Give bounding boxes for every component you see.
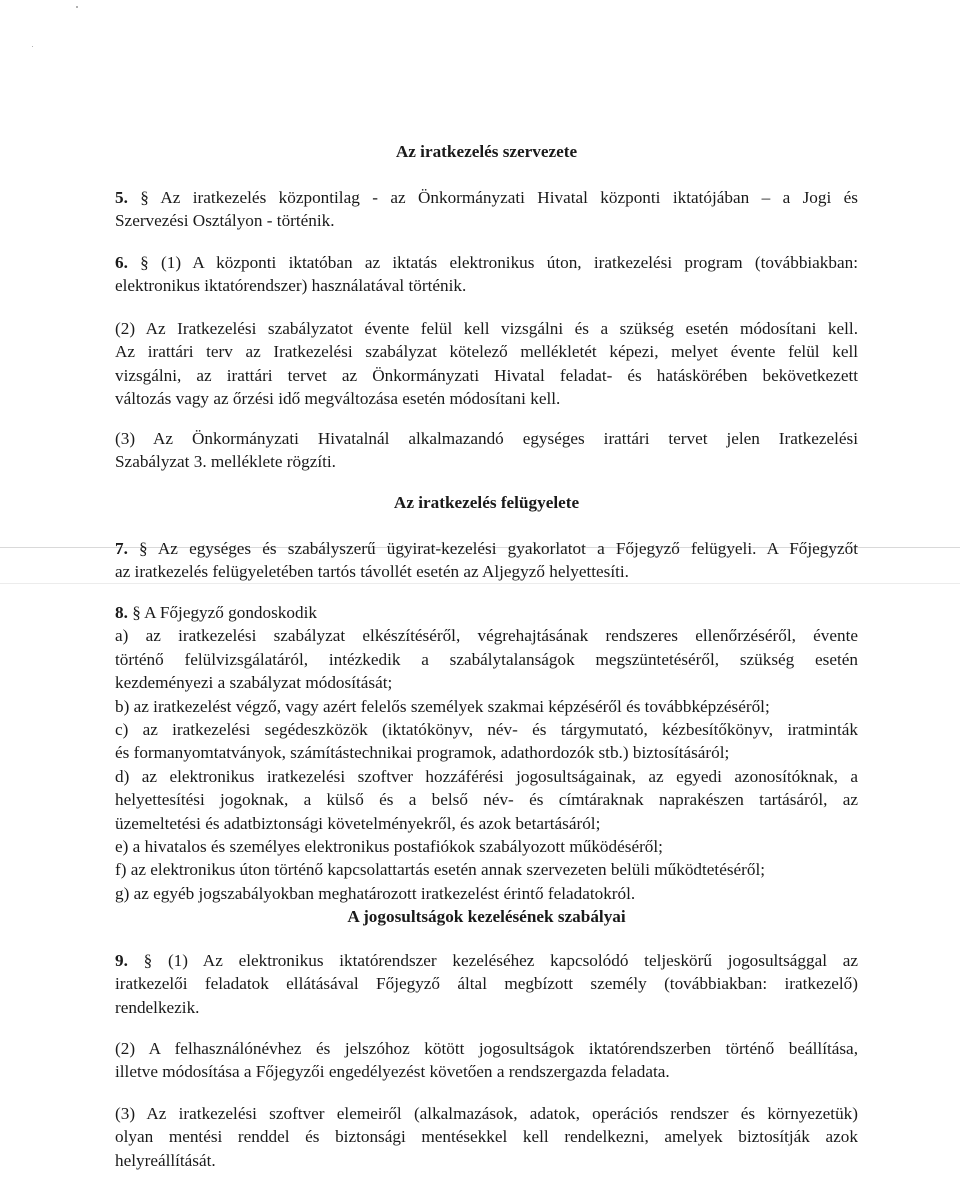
list-item-c: c) az iratkezelési segédeszközök (iktatókönyv, név- és tárgymutató, kézbesítőkönyv, iratminták (115, 720, 858, 740)
section-7-line (115, 537, 858, 560)
section-number: 9. (115, 951, 128, 970)
paragraph-line: vizsgálni, az irattári tervet az Önkormányzati Hivatal feladat- és hatáskörében bekövetkezett (115, 365, 858, 385)
list-item-d: d) az elektronikus iratkezelési szoftver hozzáférési jogosultságainak, az egyedi azonosítóknak, a (115, 766, 858, 786)
section-9-paragraph-1 (115, 949, 858, 1019)
section-9-line: rendelkezik. (115, 997, 200, 1017)
list-item-f: f) az elektronikus úton történő kapcsolattartás esetén annak szervezeten belüli működtetéséről; (115, 860, 766, 880)
section-8-line (115, 601, 858, 624)
section-9-line (115, 949, 858, 972)
list-item-d: helyettesítési jogoknak, a külső és a belső név- és címtáraknak naprakészen tartásáról, az (115, 790, 858, 810)
section-9-paragraph-3 (115, 1102, 858, 1172)
list-item-g: g) az egyéb jogszabályokban meghatározott iratkezelést érintő feladatokról. (115, 883, 636, 903)
paragraph-line: Az irattári terv az Iratkezelési szabályzat kötelező mellékletét képezi, melyet évente felül kell (115, 342, 858, 362)
list-item-e: e) a hivatalos és személyes elektronikus postafiókok szabályozott működéséről; (115, 837, 663, 857)
list-item-b: b) az iratkezelést végző, vagy azért felelős személyek szakmai képzéséről és továbbképzéséről; (115, 696, 770, 716)
section-9-text: § (1) Az elektronikus iktatórendszer kezeléséhez kapcsolódó teljeskörű jogosultsággal az (127, 951, 858, 970)
section-number: 7. (115, 539, 128, 558)
section-8-text: § A Főjegyző gondoskodik (127, 603, 317, 622)
list-item-a: kezdeményezi a szabályzat módosítását; (115, 673, 393, 693)
section-6-paragraph-3 (115, 427, 858, 474)
section-5 (115, 186, 858, 233)
list-item-d: üzemeltetési és adatbiztonsági követelményekről, és azok betartásáról; (115, 813, 601, 833)
section-7 (115, 537, 858, 584)
paragraph-line: helyreállítását. (115, 1150, 216, 1170)
section-6-text: § (1) A központi iktatóban az iktatás elektronikus úton, iratkezelési program (továbbiakban: (127, 253, 858, 272)
section-5-line: Szervezési Osztályon - történik. (115, 211, 335, 231)
paragraph-line: (3) Az Önkormányzati Hivatalnál alkalmazandó egységes irattári tervet jelen Iratkezelési (115, 429, 858, 448)
section-7-line: az iratkezelés felügyeletében tartós távollét esetén az Aljegyző helyettesíti. (115, 562, 629, 582)
paragraph-line: (2) Az Iratkezelési szabályzatot évente felül kell vizsgálni és a szükség esetén módosítani kell. (115, 319, 858, 338)
section-number: 6. (115, 253, 128, 272)
section-6-paragraph-2 (115, 317, 858, 411)
scan-speck (32, 46, 33, 47)
section-6-paragraph-1 (115, 251, 858, 298)
section-number: 8. (115, 603, 128, 622)
section-6-line: elektronikus iktatórendszer) használatával történik. (115, 276, 467, 296)
heading-jogosultsagok-kezelese: A jogosultságok kezelésének szabályai (347, 907, 626, 926)
section-9-paragraph-2 (115, 1037, 858, 1084)
list-item-a: a) az iratkezelési szabályzat elkészítéséről, végrehajtásának rendszeres ellenőrzéséről, évente (115, 626, 858, 646)
section-7-text: § Az egységes és szabályszerű ügyirat-kezelési gyakorlatot a Főjegyző felügyeli. A Főjegyzőt (127, 539, 858, 558)
heading-iratkezeles-szervezete: Az iratkezelés szervezete (395, 142, 578, 161)
paragraph-line: illetve módosítása a Főjegyzői engedélyezést követően a rendszergazda feladata. (115, 1062, 670, 1082)
heading-iratkezeles-felugyelete: Az iratkezelés felügyelete (393, 493, 580, 512)
list-item-a: történő felülvizsgálatáról, intézkedik a szabálytalanságok megszüntetéséről, szükség esetén (115, 649, 858, 669)
section-8 (115, 601, 858, 905)
scan-speck (76, 6, 78, 8)
section-5-line (115, 186, 858, 209)
section-9-line: iratkezelői feladatok ellátásával Főjegyző által megbízott személy (továbbiakban: iratkezelő) (115, 974, 858, 994)
paragraph-line: olyan mentési renddel és biztonsági mentésekkel kell rendelkezni, amelyek biztosítják azok (115, 1127, 858, 1147)
section-6-line (115, 251, 858, 274)
section-5-text: § Az iratkezelés központilag - az Önkormányzati Hivatal központi iktatójában – a Jogi és (127, 188, 858, 207)
paragraph-line: változás vagy az őrzési idő megváltozása esetén módosítani kell. (115, 389, 561, 409)
list-item-c: és formanyomtatványok, számítástechnikai programok, adathordozók stb.) biztosításáról; (115, 743, 730, 763)
paragraph-line: Szabályzat 3. melléklete rögzíti. (115, 452, 336, 472)
section-number: 5. (115, 188, 128, 207)
paragraph-line: (2) A felhasználónévhez és jelszóhoz kötött jogosultságok iktatórendszerben történő beállítása, (115, 1039, 858, 1058)
paragraph-line: (3) Az iratkezelési szoftver elemeiről (alkalmazások, adatok, operációs rendszer és környezetük) (115, 1104, 858, 1123)
